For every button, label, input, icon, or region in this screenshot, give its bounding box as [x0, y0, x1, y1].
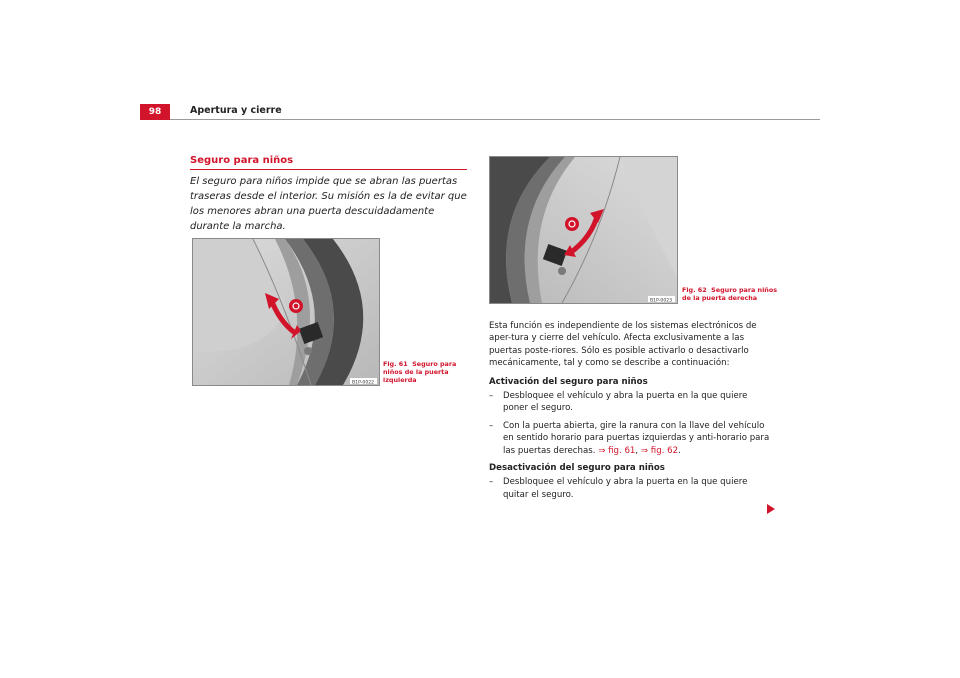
child-lock-icon: [565, 217, 579, 231]
continue-triangle-icon: [767, 504, 775, 514]
activation-heading: Activación del seguro para niños: [489, 376, 648, 387]
page-number: 98: [140, 104, 170, 120]
figure-code: B1P-0023: [650, 298, 673, 303]
dash-bullet: –: [489, 477, 494, 488]
figure-62-image: [489, 156, 678, 304]
list-item: [489, 476, 774, 501]
figure-label: Fig. 61: [383, 360, 408, 368]
deactivation-step-1: Desbloquee el vehículo y abra la puerta en la que quiere quitar el seguro.: [503, 477, 748, 500]
figure-code: B1P-0022: [352, 380, 375, 385]
fig-62-link[interactable]: ⇒ fig. 62: [640, 445, 679, 456]
figure-61-caption: [383, 360, 463, 384]
activation-step-1: Desbloquee el vehículo y abra la puerta en la que quiere poner el seguro.: [503, 391, 748, 414]
section-intro: El seguro para niños impide que se abran las puertas traseras desde el interior. Su misión es la de evitar que los menores abran una puerta descuidadamente durante la marcha.: [190, 176, 467, 232]
figure-61-image: [192, 238, 380, 386]
dash-bullet: –: [489, 420, 494, 431]
body-text: [489, 320, 774, 506]
header-rule: [170, 119, 820, 120]
deactivation-heading: Desactivación del seguro para niños: [489, 463, 665, 474]
figure-caption-text: Seguro para niños de la puerta izquierda: [383, 360, 457, 384]
figure-caption-text: Seguro para niños de la puerta derecha: [682, 286, 778, 302]
list-item: [489, 390, 774, 415]
page-header: [140, 104, 820, 120]
figure-label: Fig. 62: [682, 286, 707, 294]
body-paragraph: Esta función es independiente de los sistemas electrónicos de aper-tura y cierre del vehículo. Afecta exclusivamente a las puertas poste-riores. Sólo es posible activarlo o desactivarlo mecánicamente, tal y como se describe a continuación:: [489, 321, 757, 369]
child-lock-icon: [289, 299, 303, 313]
dash-bullet: –: [489, 391, 494, 402]
header-title: Apertura y cierre: [190, 105, 282, 116]
fig-61-link[interactable]: ⇒ fig. 61: [598, 445, 636, 456]
list-item: – Con la puerta abierta, gire la ranura con la llave del vehículo en sentido horario para puertas izquierdas y anti-horario para las puertas derechas. ⇒ fig. 61, ⇒ fig. 62.: [489, 420, 770, 456]
figure-62-caption: [682, 286, 782, 302]
activation-step-2: Con la puerta abierta, gire la ranura con la llave del vehículo en sentido horario para puertas izquierdas y anti-horario para las puertas derechas.: [503, 420, 770, 456]
section-title: Seguro para niños: [190, 155, 467, 170]
